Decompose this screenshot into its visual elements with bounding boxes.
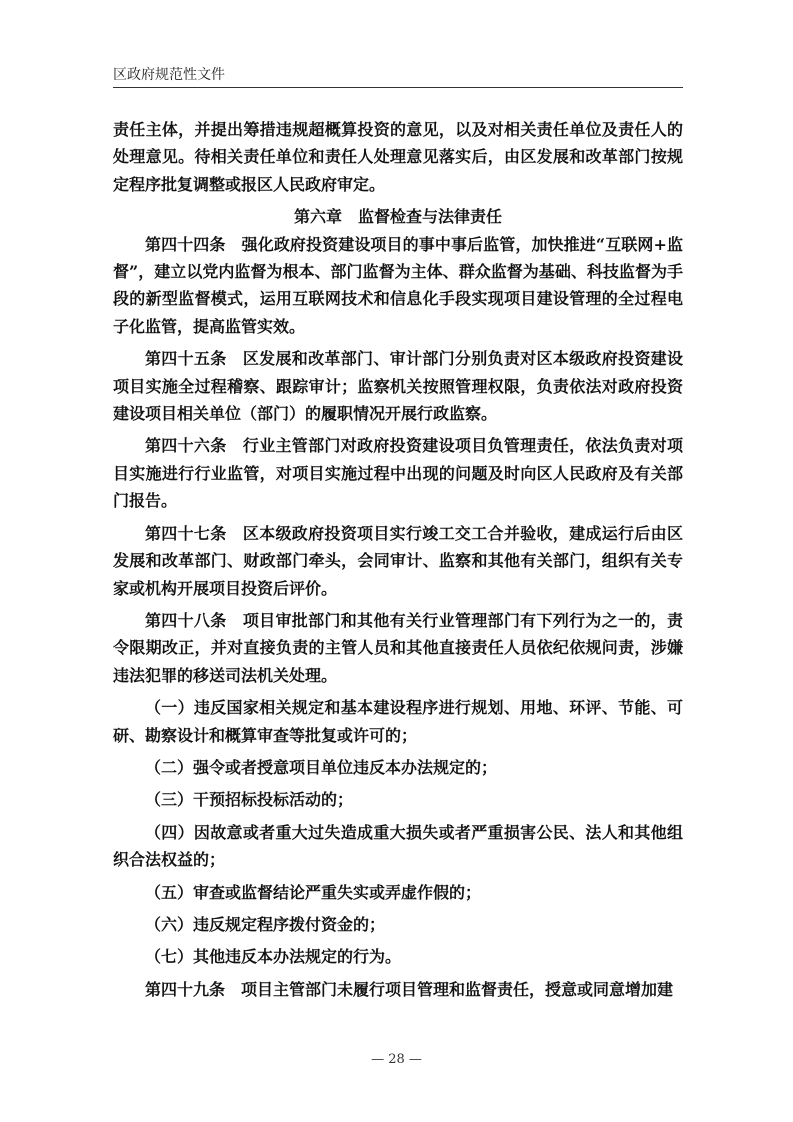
list-item-1: （一）违反国家相关规定和基本建设程序进行规划、用地、环评、节能、可研、勘察设计和概算审查等批复或许可的； bbox=[113, 698, 683, 745]
article-47: 第四十七条 区本级政府投资项目实行竣工交工合并验收，建成运行后由区发展和改革部门、财政部门牵头，会同审计、监察和其他有关部门，组织有关专家或机构开展项目投资后评价。 bbox=[113, 523, 683, 598]
article-46: 第四十六条 行业主管部门对政府投资建设项目负管理责任，依法负责对项目实施进行行业监管，对项目实施过程中出现的问题及时向区人民政府及有关部门报告。 bbox=[113, 436, 683, 511]
article-48: 第四十八条 项目审批部门和其他有关行业管理部门有下列行为之一的，责令限期改正，并对直接负责的主管人员和其他直接责任人员依纪依规问责，涉嫌违法犯罪的移送司法机关处理。 bbox=[113, 610, 683, 685]
list-item-2: （二）强令或者授意项目单位违反本办法规定的； bbox=[145, 757, 498, 777]
list-item-4: （四）因故意或者重大过失造成重大损失或者严重损害公民、法人和其他组织合法权益的； bbox=[113, 822, 683, 870]
paragraph-continuation: 责任主体，并提出筹措违规超概算投资的意见，以及对相关责任单位及责任人的处理意见。待相关责任单位和责任人处理意见落实后，由区发展和改革部门按规定程序批复调整或报区人民政府审定。 bbox=[113, 120, 683, 194]
page-number: — 28 — bbox=[371, 1052, 422, 1067]
list-item-5: （五）审查或监督结论严重失实或弄虚作假的； bbox=[145, 882, 482, 902]
chapter-heading: 第六章 监督检查与法律责任 bbox=[293, 207, 502, 227]
article-44: 第四十四条 强化政府投资建设项目的事中事后监管，加快推进“互联网+监督”，建立以党内监督为根本、部门监督为主体、群众监督为基础、科技监督为手段的新型监督模式，运用互联网技术和信息化手段实现项目建设管理的全过程电子化监管，提高监管实效。 bbox=[113, 234, 683, 336]
document-body bbox=[113, 116, 683, 1003]
article-49: 第四十九条 项目主管部门未履行项目管理和监督责任，授意或同意增加建 bbox=[145, 979, 674, 999]
article-45: 第四十五条 区发展和改革部门、审计部门分别负责对区本级政府投资建设项目实施全过程稽察、跟踪审计；监察机关按照管理权限，负责依法对政府投资建设项目相关单位（部门）的履职情况开展行政监察。 bbox=[113, 349, 683, 424]
header-divider bbox=[113, 87, 683, 88]
list-item-6: （六）违反规定程序拨付资金的； bbox=[145, 914, 386, 934]
document-header: 区政府规范性文件 bbox=[113, 67, 225, 83]
list-item-7: （七）其他违反本办法规定的行为。 bbox=[145, 947, 402, 967]
list-item-3: （三）干预招标投标活动的； bbox=[145, 790, 354, 810]
